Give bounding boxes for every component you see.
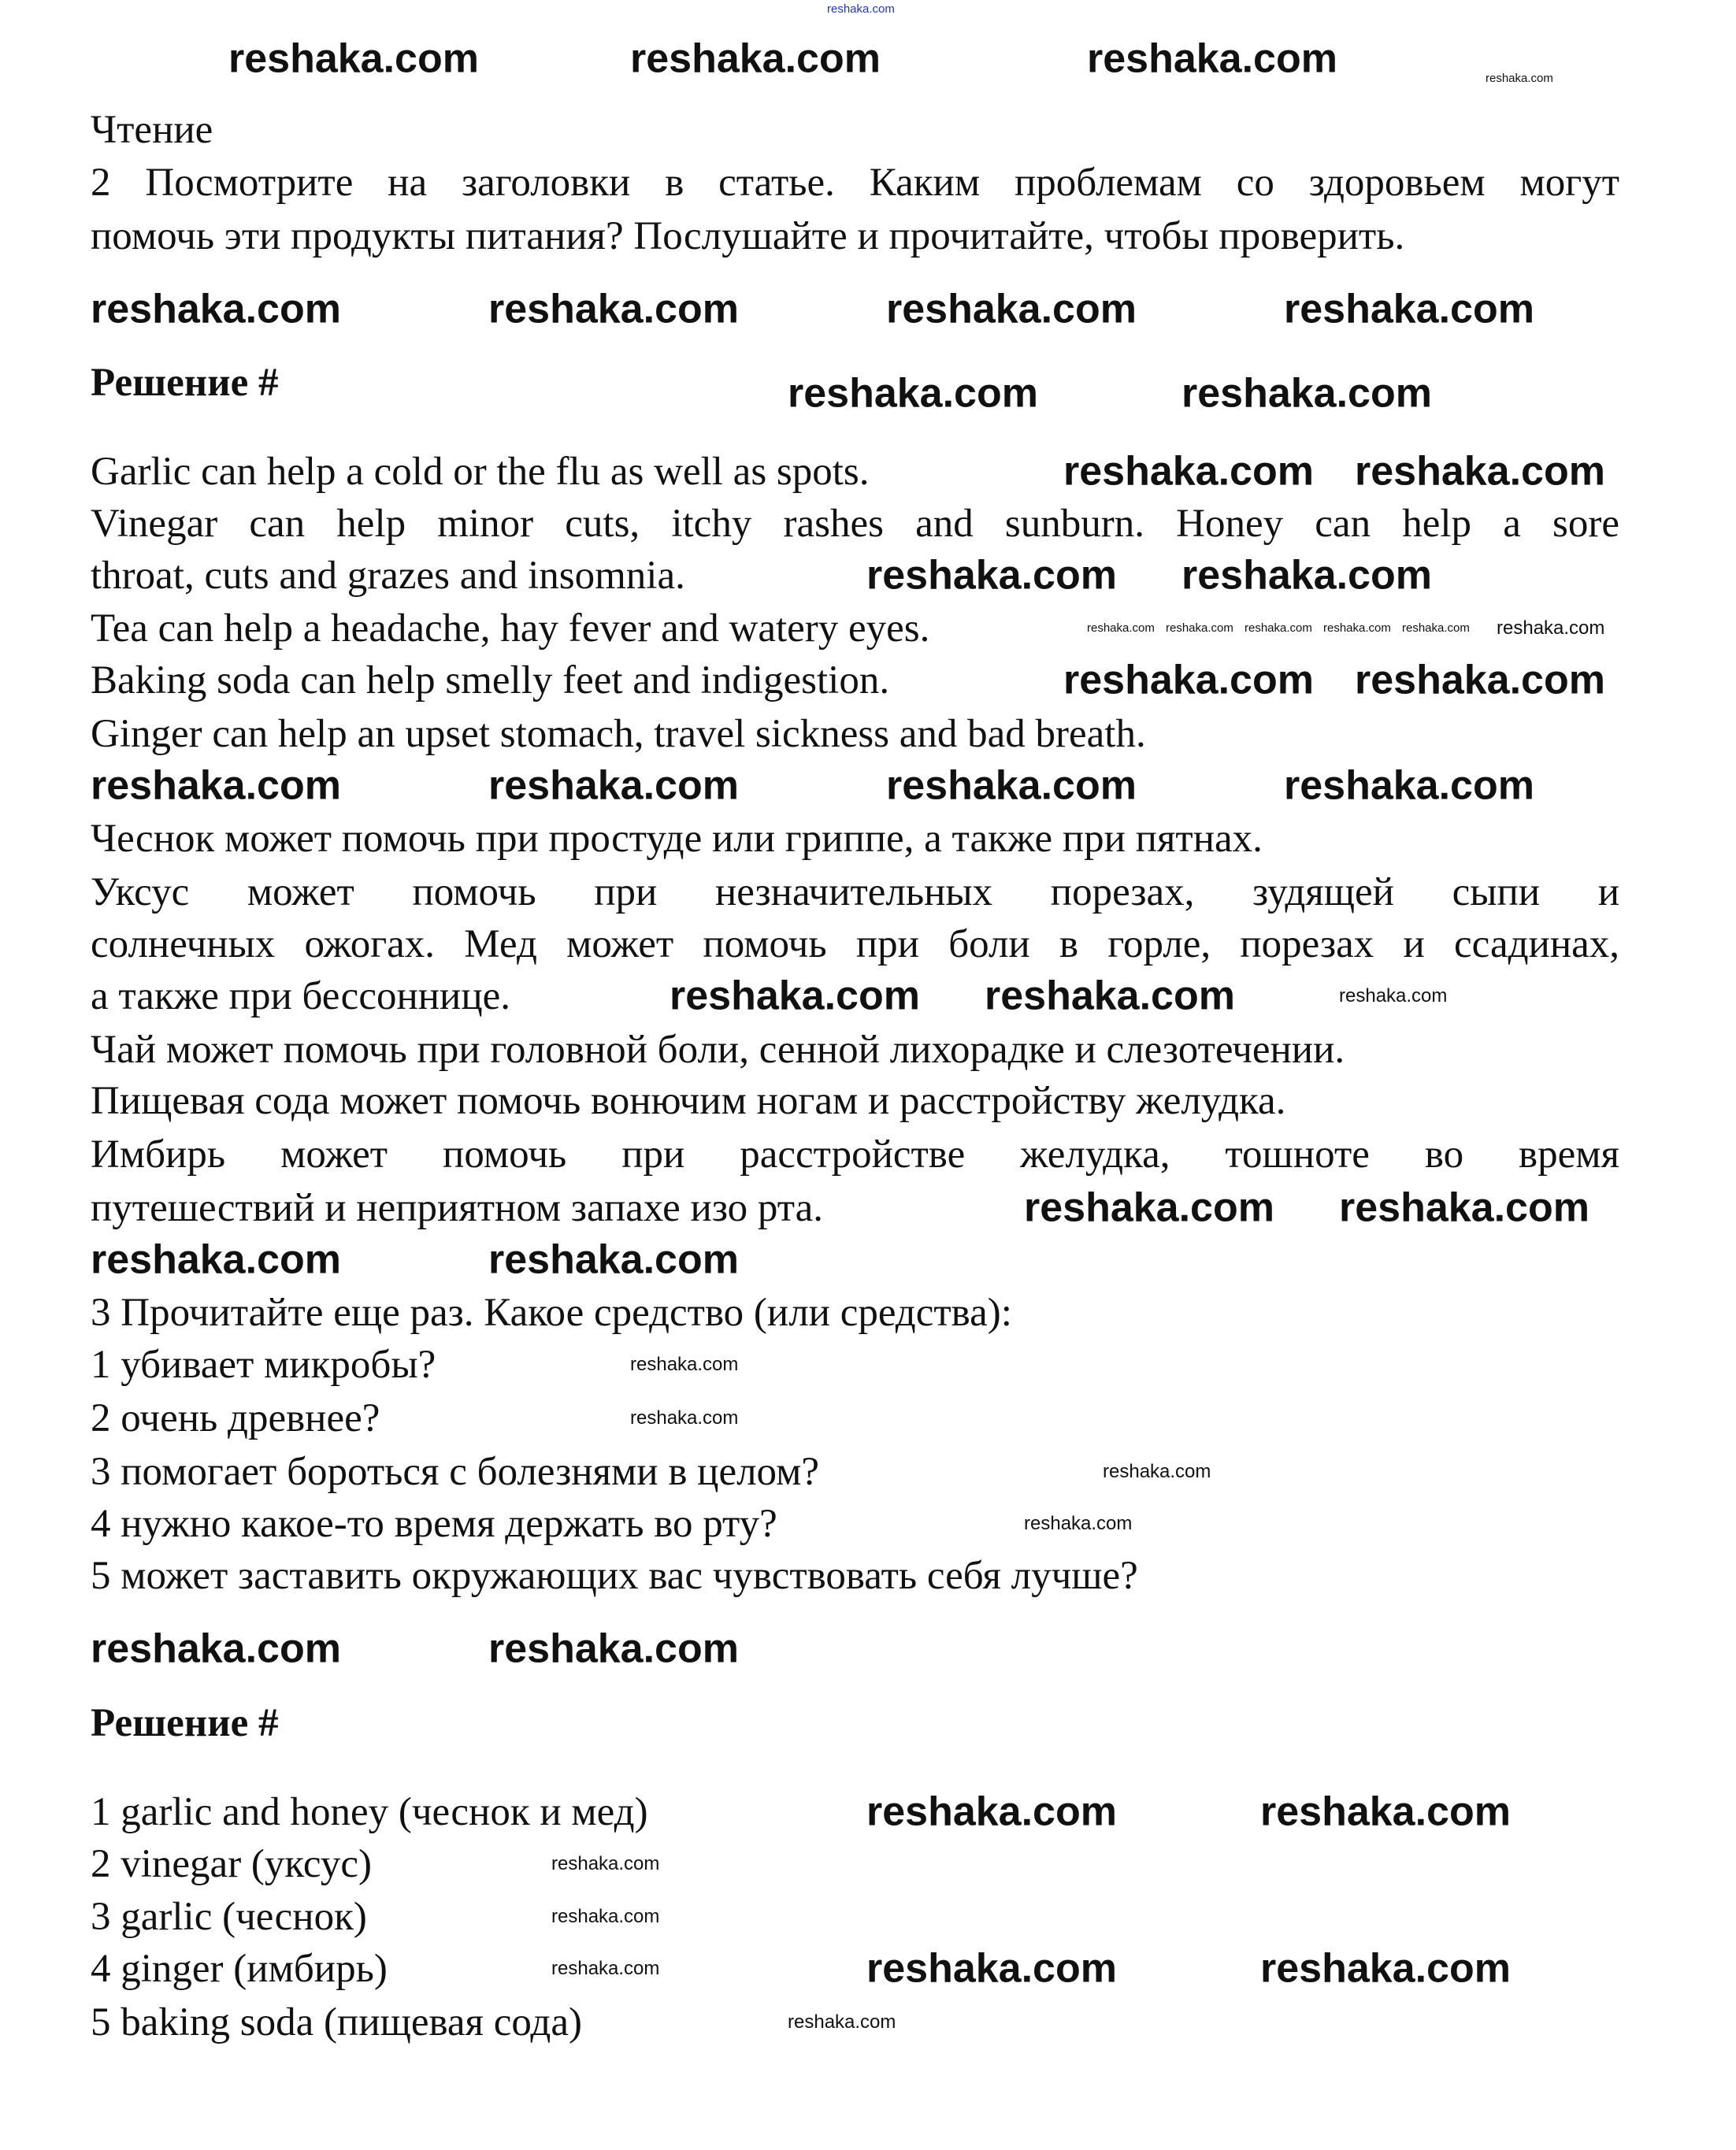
watermark: reshaka.com [1087,35,1337,82]
watermark: reshaka.com [1284,762,1534,809]
watermark: reshaka.com [866,1945,1117,1992]
watermark: reshaka.com [1323,621,1391,635]
watermark: reshaka.com [1103,1460,1211,1482]
watermark: reshaka.com [91,762,341,809]
task2-prompt-line1: 2 Посмотрите на заголовки в статье. Каким проблемам со здоровьем могут [91,161,1619,205]
watermark: reshaka.com [1024,1184,1274,1231]
english-line: Vinegar can help minor cuts, itchy rashes and sunburn. Honey can help a sore [91,502,1619,546]
watermark: reshaka.com [630,35,881,82]
watermark: reshaka.com [1355,448,1605,495]
watermark: reshaka.com [1486,71,1553,85]
english-line: throat, cuts and grazes and insomnia. [91,554,685,598]
watermark: reshaka.com [788,370,1038,417]
watermark: reshaka.com [1497,617,1605,639]
section-title: Чтение [91,108,213,152]
watermark: reshaka.com [1166,621,1233,635]
watermark: reshaka.com [1181,552,1432,599]
task3-prompt: 3 Прочитайте еще раз. Какое средство (или средства): [91,1291,1012,1335]
watermark: reshaka.com [985,973,1235,1019]
answer: 1 garlic and honey (чеснок и мед) [91,1790,648,1834]
watermark: reshaka.com [488,286,739,332]
question: 1 убивает микробы? [91,1343,436,1387]
watermark: reshaka.com [91,286,341,332]
watermark: reshaka.com [228,35,479,82]
watermark: reshaka.com [886,286,1137,332]
question: 4 нужно какое-то время держать во рту? [91,1502,777,1546]
answer: 2 vinegar (уксус) [91,1842,372,1886]
english-line: Ginger can help an upset stomach, travel sickness and bad breath. [91,712,1146,756]
russian-line: Уксус может помочь при незначительных порезах, зудящей сыпи и [91,870,1619,914]
watermark: reshaka.com [1024,1512,1133,1534]
solution-heading: Решение # [91,361,279,405]
english-line: Baking soda can help smelly feet and indigestion. [91,658,890,702]
watermark: reshaka.com [91,1625,341,1672]
watermark: reshaka.com [1339,1184,1589,1231]
watermark: reshaka.com [488,762,739,809]
watermark: reshaka.com [1355,657,1605,703]
answer: 4 ginger (имбирь) [91,1947,388,1991]
russian-line: Пищевая сода может помочь вонючим ногам и расстройству желудка. [91,1079,1286,1123]
watermark: reshaka.com [488,1236,739,1283]
watermark: reshaka.com [1284,286,1534,332]
question: 2 очень древнее? [91,1396,380,1440]
watermark: reshaka.com [1402,621,1470,635]
watermark: reshaka.com [886,762,1137,809]
watermark: reshaka.com [1260,1945,1511,1992]
answer: 3 garlic (чеснок) [91,1895,367,1939]
watermark: reshaka.com [788,2011,896,2033]
russian-line: солнечных ожогах. Мед может помочь при боли в горле, порезах и ссадинах, [91,922,1619,966]
watermark: reshaka.com [1063,448,1314,495]
watermark: reshaka.com [551,1905,660,1927]
watermark: reshaka.com [488,1625,739,1672]
watermark: reshaka.com [1260,1789,1511,1835]
watermark: reshaka.com [670,973,920,1019]
russian-line: Чай может помочь при головной боли, сенной лихорадке и слезотечении. [91,1028,1345,1072]
answer: 5 baking soda (пищевая сода) [91,2000,583,2044]
watermark: reshaka.com [630,1407,739,1429]
solution-heading: Решение # [91,1701,279,1745]
watermark: reshaka.com [1181,370,1432,417]
task2-prompt-line2: помочь эти продукты питания? Послушайте и прочитайте, чтобы проверить. [91,214,1405,258]
english-line: Tea can help a headache, hay fever and watery eyes. [91,606,930,651]
russian-line: Чеснок может помочь при простуде или гриппе, а также при пятнах. [91,817,1263,861]
watermark: reshaka.com [866,552,1117,599]
watermark: reshaka.com [630,1353,739,1375]
watermark: reshaka.com [551,1957,660,1979]
question: 3 помогает бороться с болезнями в целом? [91,1450,819,1494]
watermark: reshaka.com [1339,984,1448,1006]
watermark: reshaka.com [551,1852,660,1874]
watermark: reshaka.com [91,1236,341,1283]
question: 5 может заставить окружающих вас чувствовать себя лучше? [91,1554,1138,1598]
watermark: reshaka.com [827,2,895,16]
russian-line: а также при бессоннице. [91,974,511,1018]
english-line: Garlic can help a cold or the flu as well as spots. [91,450,870,494]
russian-line: Имбирь может помочь при расстройстве желудка, тошноте во время [91,1132,1619,1177]
russian-line: путешествий и неприятном запахе изо рта. [91,1186,824,1230]
watermark: reshaka.com [866,1789,1117,1835]
watermark: reshaka.com [1245,621,1312,635]
watermark: reshaka.com [1087,621,1155,635]
watermark: reshaka.com [1063,657,1314,703]
